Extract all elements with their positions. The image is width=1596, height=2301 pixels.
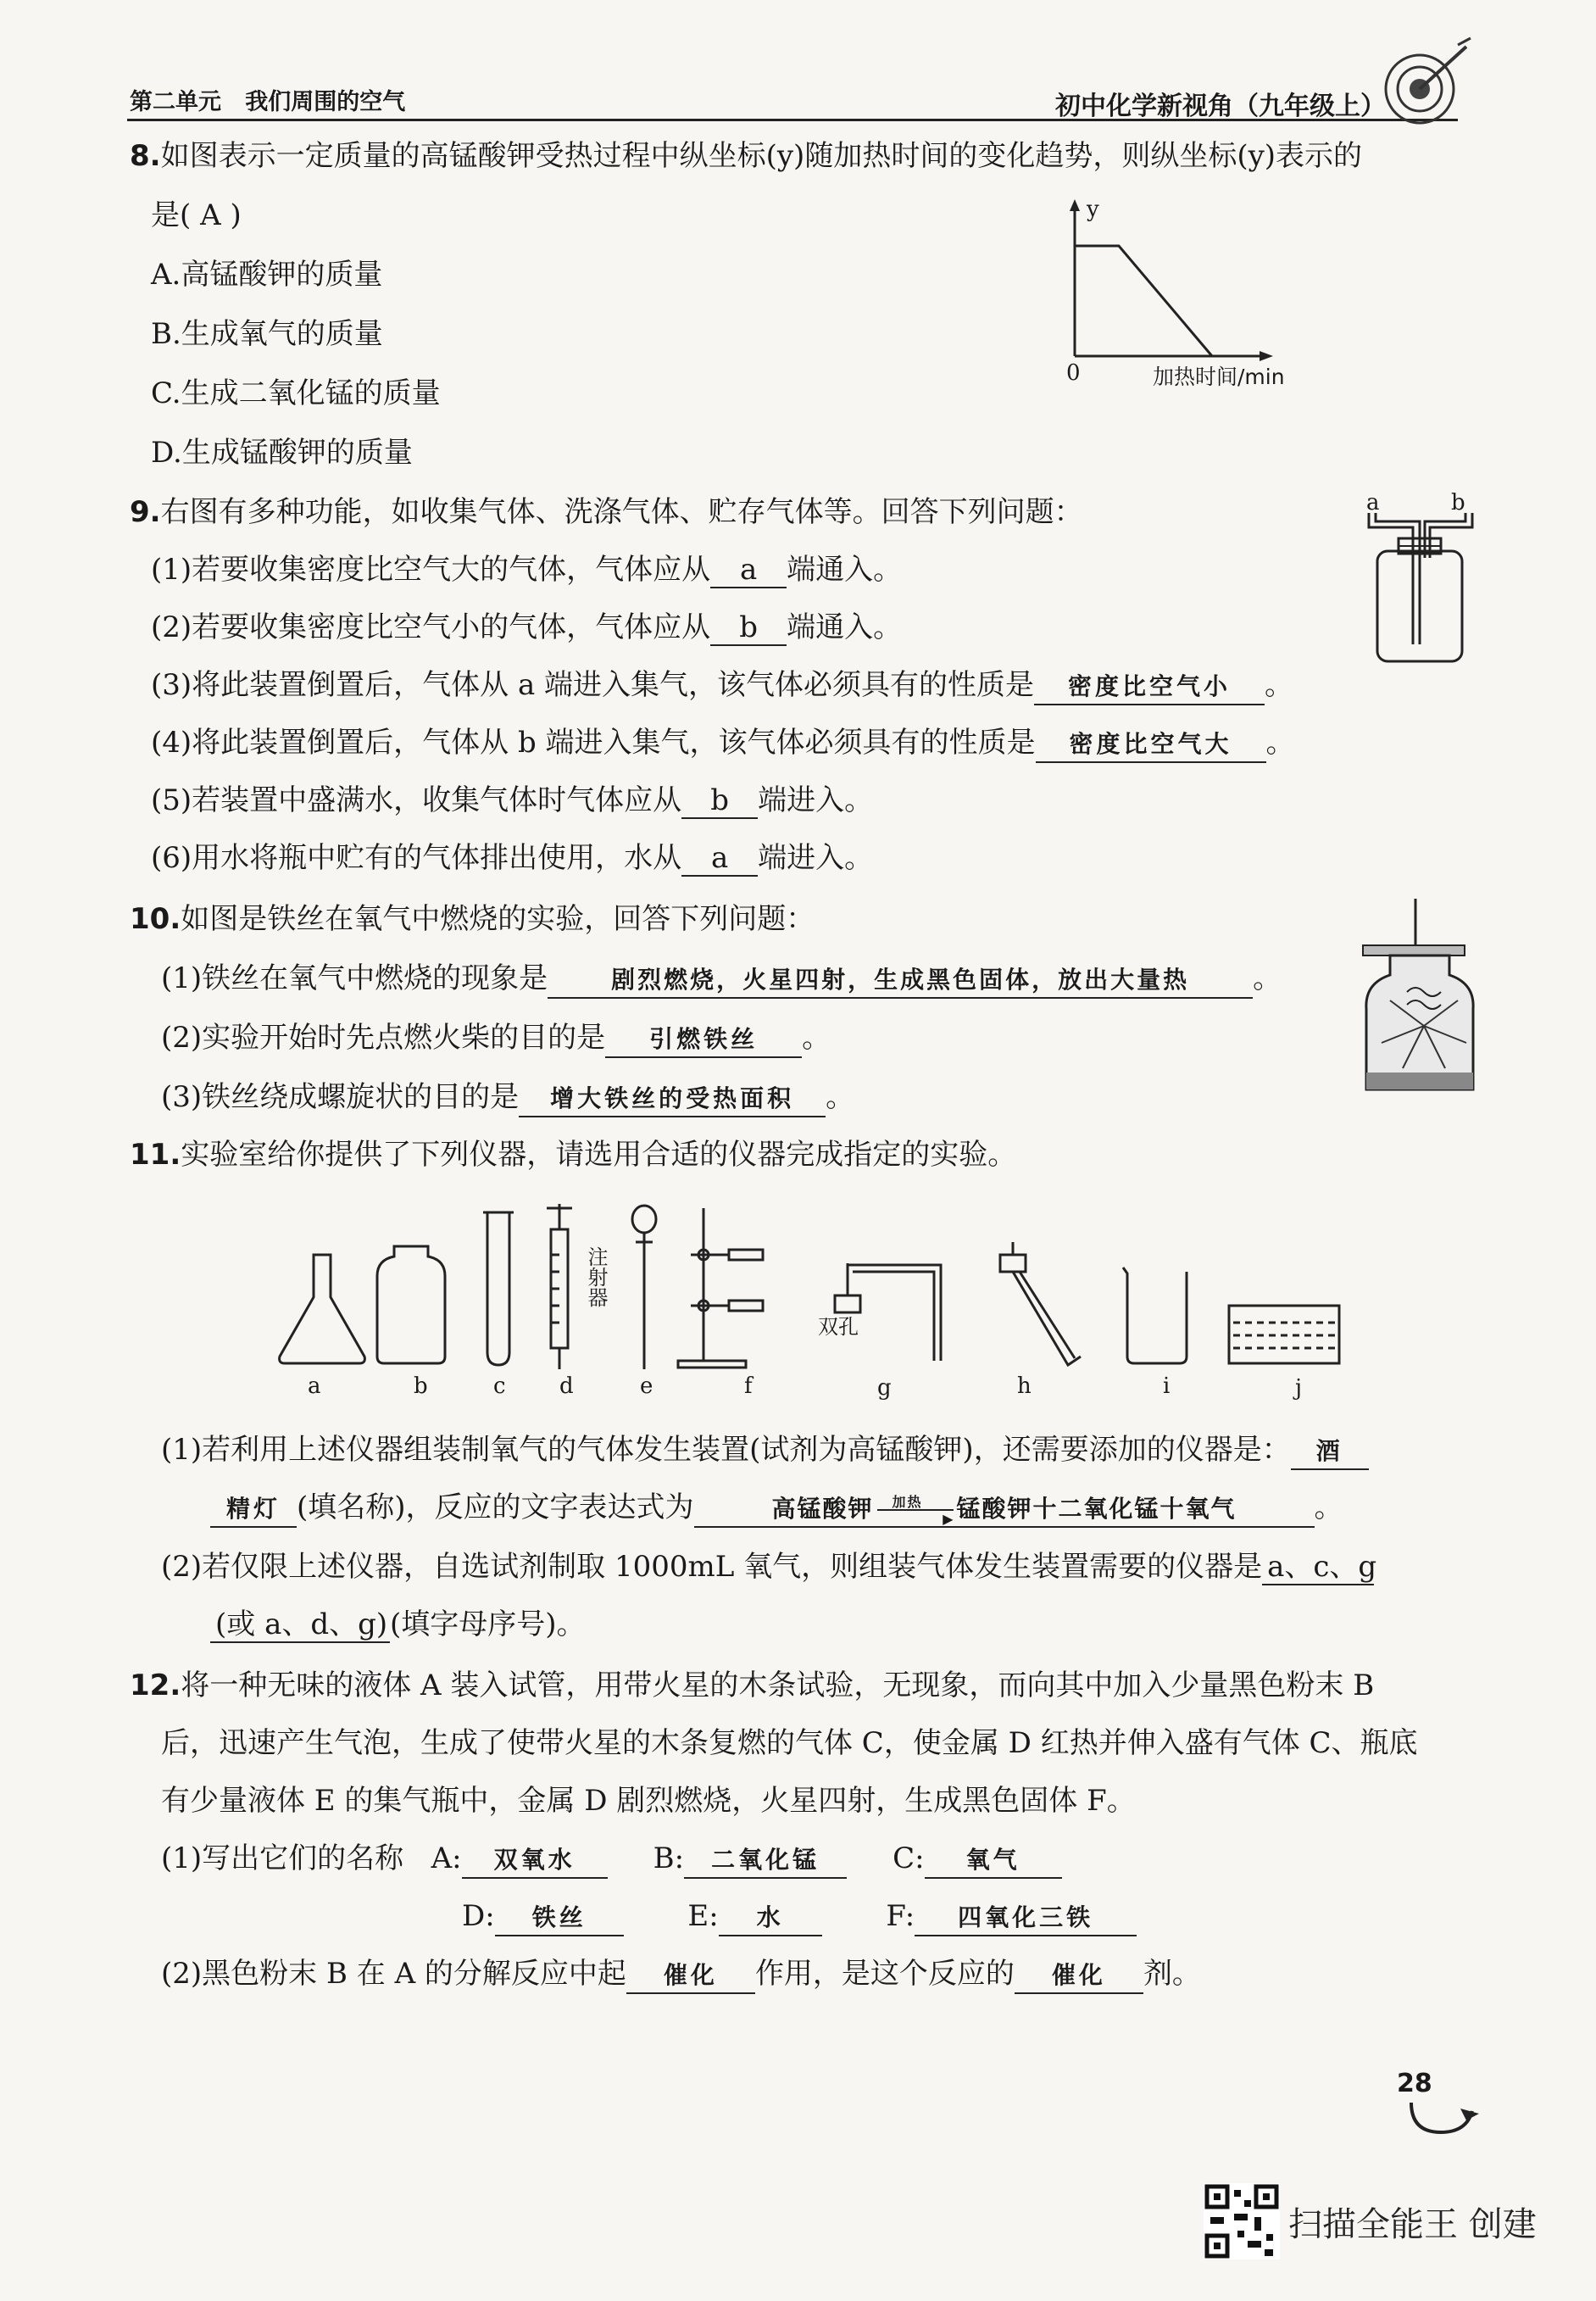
instrument-label-f: f: [744, 1373, 753, 1399]
instrument-label-j: j: [1295, 1375, 1303, 1401]
q9-item-3: (3)将此装置倒置后，气体从 a 端进入集气，该气体必须具有的性质是 密度比空气小 。: [151, 666, 1293, 705]
instrument-label-c: c: [493, 1373, 506, 1399]
instrument-label-e: e: [640, 1373, 653, 1399]
qr-code-icon: [1204, 2183, 1280, 2259]
q8-stem-2: 是( A ): [151, 198, 242, 232]
instrument-label-i: i: [1163, 1373, 1171, 1399]
q11-answer-1a: 酒: [1291, 1435, 1369, 1470]
q12-answer-c: 氧气: [925, 1843, 1062, 1879]
q9-answer-1: a: [710, 553, 787, 588]
q12-stem-3: 有少量液体 E 的集气瓶中，金属 D 剧烈燃烧，火星四射，生成黑色固体 F。: [161, 1784, 1136, 1818]
q9-item-1: (1)若要收集密度比空气大的气体，气体应从 a 端通入。: [151, 553, 903, 587]
q11-stem: 11.实验室给你提供了下列仪器，请选用合适的仪器完成指定的实验。: [130, 1138, 1017, 1172]
q11-answer-2b: (或 a、d、g): [210, 1607, 390, 1643]
header-rule: [127, 119, 1458, 121]
q10-answer-2: 引燃铁丝: [605, 1022, 802, 1058]
beaker-icon: [1123, 1268, 1187, 1363]
q9-stem: 9.右图有多种功能，如收集气体、洗涤气体、贮存气体等。回答下列问题：: [130, 495, 1083, 529]
water-trough-icon: [1229, 1306, 1339, 1363]
q9-item-6: (6)用水将瓶中贮有的气体排出使用，水从 a 端进入。: [151, 841, 874, 875]
q11-item-1: (1)若利用上述仪器组装制氧气的气体发生装置(试剂为高锰酸钾)，还需要添加的仪器是： 酒: [161, 1431, 1369, 1470]
q9-item-2: (2)若要收集密度比空气小的气体，气体应从 b 端通入。: [151, 610, 903, 644]
gas-jar-icon: [377, 1246, 445, 1363]
q9-answer-3: 密度比空气小: [1034, 670, 1265, 705]
q12-item-1: (1)写出它们的名称 A: 双氧水 B: 二氧化锰 C: 氧气: [161, 1840, 1062, 1879]
q10-answer-1: 剧烈燃烧，火星四射，生成黑色固体，放出大量热: [548, 963, 1253, 999]
syringe-label: 注射器: [584, 1246, 608, 1307]
syringe-icon: [547, 1204, 572, 1369]
q9-answer-2: b: [710, 610, 787, 646]
q12-stem-2: 后，迅速产生气泡，生成了使带火星的木条复燃的气体 C，使金属 D 红热并伸入盛有气体 C、瓶底: [161, 1726, 1418, 1760]
q9-item-5: (5)若装置中盛满水，收集气体时气体应从 b 端进入。: [151, 783, 874, 817]
q8-y-label: y: [1087, 197, 1099, 222]
instruments-figure: [271, 1204, 1373, 1390]
q10-item-1: (1)铁丝在氧气中燃烧的现象是 剧烈燃烧，火星四射，生成黑色固体，放出大量热 。: [161, 960, 1282, 999]
gas-washing-bottle-icon: [1360, 509, 1488, 670]
iron-stand-icon: [678, 1208, 763, 1368]
q9-answer-5: b: [681, 783, 758, 819]
q9-answer-4: 密度比空气大: [1036, 727, 1266, 763]
q11-item-2-cont: (或 a、d、g)(填字母序号)。: [210, 1606, 586, 1643]
q12-item-1-row2: D: 铁丝 E: 水 F: 四氧化三铁: [462, 1897, 1137, 1936]
arrow-right-icon: ▶: [943, 1511, 955, 1527]
q11-equation: 高锰酸钾 加热 ▶ 锰酸钾十二氧化锰十氧气: [694, 1492, 1315, 1528]
q10-item-3: (3)铁丝绕成螺旋状的目的是 增大铁丝的受热面积 。: [161, 1078, 854, 1117]
q8-option-d: D.生成锰酸钾的质量: [151, 436, 413, 470]
instrument-label-b: b: [414, 1373, 428, 1399]
q11-item-2: (2)若仅限上述仪器，自选试剂制取 1000mL 氧气，则组装气体发生装置需要的仪器是 a、c、g: [161, 1550, 1377, 1584]
q12-answer-f: 四氧化三铁: [915, 1901, 1137, 1936]
q8-trend-line: [1075, 246, 1212, 356]
instrument-label-d: d: [559, 1373, 574, 1399]
q11-answer-1b: 精灯: [210, 1492, 297, 1528]
q9-answer-6: a: [681, 841, 758, 877]
q12-stem-1: 12.将一种无味的液体 A 装入试管，用带火星的木条试验，无现象，而向其中加入少量黑色粉末 B: [130, 1669, 1375, 1702]
q10-item-2: (2)实验开始时先点燃火柴的目的是 引燃铁丝 。: [161, 1019, 831, 1058]
q12-answer-agent: 催化: [1015, 1958, 1143, 1994]
q12-answer-b: 二氧化锰: [684, 1843, 847, 1879]
q8-y-arrow: [1070, 199, 1080, 211]
instrument-label-g: g: [877, 1375, 892, 1401]
q11-answer-2a: a、c、g: [1262, 1550, 1374, 1585]
scanner-watermark: 扫描全能王 创建: [1288, 2205, 1537, 2244]
q10-stem: 10.如图是铁丝在氧气中燃烧的实验，回答下列问题：: [130, 902, 815, 936]
page-number: 28: [1397, 2069, 1432, 2098]
bottle-label-a: a: [1366, 490, 1380, 515]
q9-item-4: (4)将此装置倒置后，气体从 b 端进入集气，该气体必须具有的性质是 密度比空气大 。: [151, 724, 1295, 763]
q12-answer-e: 水: [719, 1901, 822, 1936]
q12-answer-role: 催化: [626, 1958, 755, 1994]
stopper-bent-tube-icon: [1000, 1242, 1081, 1365]
long-neck-funnel-icon: [632, 1206, 656, 1369]
q11-eq-condition: 加热: [892, 1494, 923, 1510]
target-logo-icon: [1373, 38, 1475, 131]
q8-option-b: B.生成氧气的质量: [151, 317, 383, 351]
q8-option-a: A.高锰酸钾的质量: [151, 258, 383, 292]
q12-answer-a: 双氧水: [462, 1843, 608, 1879]
q8-option-c: C.生成二氧化锰的质量: [151, 376, 441, 410]
unit-label: 第二单元 我们周围的空气: [130, 89, 406, 115]
q8-answer: A: [200, 198, 221, 232]
instrument-label-a: a: [308, 1373, 321, 1399]
q12-answer-d: 铁丝: [495, 1901, 624, 1936]
q8-origin-label: 0: [1066, 360, 1081, 386]
conical-flask-icon: [280, 1255, 365, 1363]
instrument-label-h: h: [1017, 1373, 1032, 1399]
test-tube-icon: [487, 1212, 509, 1365]
q8-stem: 8.如图表示一定质量的高锰酸钾受热过程中纵坐标(y)随加热时间的变化趋势，则纵坐标(y)表示的: [130, 139, 1363, 173]
q8-line-chart: [1059, 199, 1322, 369]
q8-x-label: 加热时间/min: [1153, 365, 1285, 389]
double-hole-label: 双孔: [818, 1315, 859, 1339]
iron-wire-burning-jar-icon: [1356, 899, 1492, 1102]
q10-answer-3: 增大铁丝的受热面积: [519, 1082, 826, 1117]
q12-item-2: (2)黑色粉末 B 在 A 的分解反应中起 催化 作用，是这个反应的 催化 剂。: [161, 1955, 1201, 1994]
bottle-label-b: b: [1451, 490, 1465, 515]
book-title: 初中化学新视角（九年级上）: [1055, 92, 1386, 121]
q11-item-1-cont: 精灯 (填名称)，反应的文字表达式为 高锰酸钾 加热 ▶ 锰酸钾十二氧化锰十氧气 。: [210, 1489, 1343, 1528]
